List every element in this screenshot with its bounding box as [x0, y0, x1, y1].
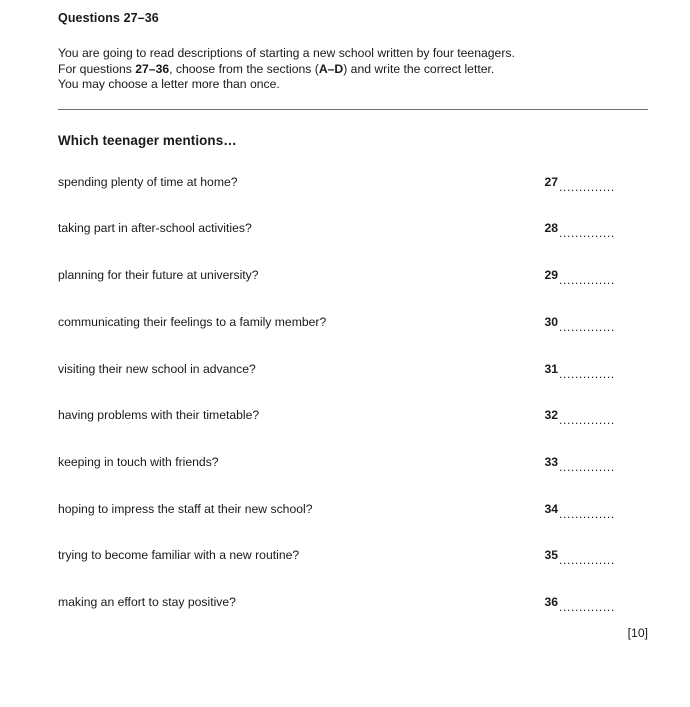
answer-field[interactable]: .............. — [559, 367, 615, 380]
answer-field[interactable]: .............. — [559, 600, 615, 613]
question-number: 32 — [544, 408, 558, 423]
instructions-line-1: You are going to read descriptions of starting a new school written by four teenagers. — [58, 46, 515, 60]
instructions-line-2-suffix: ) and write the correct letter. — [343, 61, 495, 76]
answer-field[interactable]: .............. — [559, 554, 615, 567]
question-row — [58, 455, 648, 502]
sections-range-emphasis: A–D — [318, 61, 344, 76]
marks-total: [10] — [627, 626, 648, 640]
page-content — [58, 0, 648, 642]
instructions-line-2 — [58, 62, 648, 78]
question-number: 30 — [544, 314, 558, 329]
horizontal-divider — [58, 109, 648, 110]
question-row — [58, 408, 648, 455]
question-text: communicating their feelings to a family member? — [58, 314, 327, 329]
answer-field[interactable]: .............. — [559, 227, 615, 240]
question-number: 33 — [544, 454, 558, 469]
answer-field[interactable]: .............. — [559, 274, 615, 287]
question-number: 36 — [544, 594, 558, 609]
questions-list — [58, 175, 648, 642]
question-range-emphasis: 27–36 — [135, 61, 170, 76]
section-subtitle: Which teenager mentions… — [58, 132, 237, 148]
question-number: 34 — [544, 501, 558, 516]
question-text: trying to become familiar with a new routine? — [58, 548, 300, 563]
question-text: planning for their future at university? — [58, 268, 259, 283]
question-number: 27 — [544, 174, 558, 189]
answer-field[interactable]: .............. — [559, 180, 615, 193]
question-row — [58, 268, 648, 315]
question-text: spending plenty of time at home? — [58, 174, 238, 189]
question-text: visiting their new school in advance? — [58, 361, 256, 376]
instructions-line-2-middle: , choose from the sections ( — [169, 61, 319, 76]
answer-field[interactable]: .............. — [559, 414, 615, 427]
answer-field[interactable]: .............. — [559, 460, 615, 473]
question-text: making an effort to stay positive? — [58, 594, 236, 609]
question-row — [58, 362, 648, 409]
question-row — [58, 175, 648, 222]
question-row — [58, 502, 648, 549]
question-number: 28 — [544, 221, 558, 236]
answer-field[interactable]: .............. — [559, 320, 615, 333]
question-row — [58, 221, 648, 268]
question-text: having problems with their timetable? — [58, 408, 260, 423]
question-number: 29 — [544, 268, 558, 283]
question-row — [58, 548, 648, 595]
question-number: 31 — [544, 361, 558, 376]
page-title: Questions 27–36 — [58, 11, 159, 25]
question-number: 35 — [544, 548, 558, 563]
instructions-line-3: You may choose a letter more than once. — [58, 77, 280, 92]
answer-field[interactable]: .............. — [559, 507, 615, 520]
question-row — [58, 315, 648, 362]
question-text: hoping to impress the staff at their new school? — [58, 501, 313, 516]
instructions-line-2-prefix: For questions — [58, 61, 136, 76]
instructions-block — [58, 46, 648, 93]
question-text: taking part in after-school activities? — [58, 221, 252, 236]
question-text: keeping in touch with friends? — [58, 454, 219, 469]
